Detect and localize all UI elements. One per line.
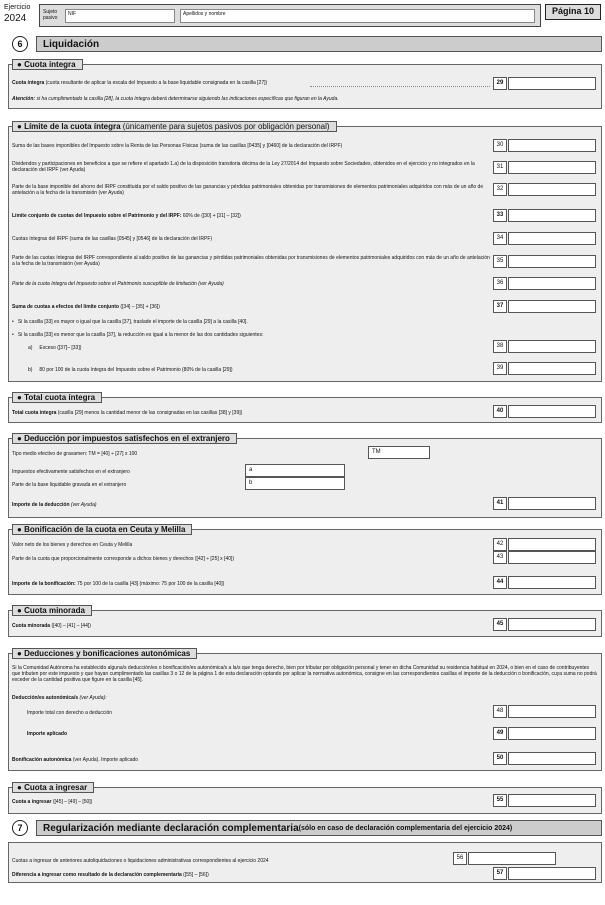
box-number-34: 34	[493, 232, 507, 245]
input-30[interactable]	[508, 139, 596, 152]
box-number-41: 41	[493, 497, 507, 510]
section-number-6: 6	[12, 36, 28, 52]
row-41: Importe de la deducción (ver Ayuda)	[12, 502, 97, 508]
tab-ingresar: ● Cuota a ingresar	[12, 782, 94, 793]
row-44: Importe de la bonificación: 75 por 100 de la casilla [43] (máximo: 75 por 100 de la casilla [40])	[12, 581, 225, 587]
input-57[interactable]	[508, 867, 596, 880]
tab-bonificacion: ● Bonificación de la cuota en Ceuta y Melilla	[12, 524, 192, 535]
autonomicas-intro: Si la Comunidad Autónoma ha establecido alguna/s deducción/es o bonificación/es autonómica/s a la/s que tenga derecho, bien por tributar por obligación personal y tener en dicha Comunidad su residencia habitual en 2024, o bien en el caso de contribuyentes que tributen por este impuesto y que hayan cumplimentado las casillas 3 o 12 de la página 1 de esta declaración optando por aplicar la normativa autonómica, consigne en las correspondientes casillas el importe de la deducción o bonificación, cuya suma no podrá exceder de la cantidad positiva que figure en la casilla [45].	[12, 665, 597, 683]
input-49[interactable]	[508, 727, 596, 740]
sujeto-pasivo-label: Sujeto pasivo	[43, 9, 58, 21]
input-44[interactable]	[508, 576, 596, 589]
row-32: Parte de la base imponible del ahorro del IRPF constituida por el saldo positivo de las ganancias y pérdidas patrimoniales obtenidas por transmisiones de elementos patrimoniales adquiridos con más de un año de antelación a la fecha de la transmisión (ver Ayuda)	[12, 184, 484, 196]
input-39[interactable]	[508, 362, 596, 375]
box-number-49: 49	[493, 727, 507, 740]
row-deducciones-autonomicas: Deducción/es autonómica/s (ver Ayuda):	[12, 695, 107, 701]
box-number-55: 55	[493, 794, 507, 807]
page-number: Página 10	[545, 4, 601, 20]
input-a[interactable]: a	[245, 464, 345, 477]
input-35[interactable]	[508, 255, 596, 268]
input-34[interactable]	[508, 232, 596, 245]
row-37: Suma de cuotas a efectos del límite conjunto ([34] – [35] + [36])	[12, 304, 160, 310]
row-33: Límite conjunto de cuotas del Impuesto sobre el Patrimonio y del IRPF: 60% de ([30] + [31] – [32])	[12, 213, 241, 219]
box-number-32: 32	[493, 183, 507, 196]
input-43[interactable]	[508, 551, 596, 564]
apellidos-field[interactable]: Apellidos y nombre	[180, 9, 535, 23]
tab-cuota-integra: ● Cuota integra	[12, 59, 83, 70]
row-49: Importe aplicado	[27, 731, 68, 737]
row-38: a) Exceso ([37]– [33])	[28, 345, 82, 351]
input-48[interactable]	[508, 705, 596, 718]
box-number-40: 40	[493, 405, 507, 418]
box-number-30: 30	[493, 139, 507, 152]
input-b[interactable]: b	[245, 477, 345, 490]
box-number-38: 38	[493, 340, 507, 353]
row-57: Diferencia a ingresar como resultado de la declaración complementaria ([55] – [56])	[12, 872, 209, 878]
section-title-regularizacion: Regularización mediante declaración complementaria (sólo en caso de declaración complementaria del ejercicio 2024)	[36, 820, 602, 836]
row-30: Suma de las bases imponibles del Impuesto sobre la Renta de las Personas Físicas (suma de las casillas [0435] y [0460] de la declaración del IRPF)	[12, 143, 343, 149]
row-31: Dividendos y participaciones en beneficios a que se refiere el apartado 1.a) de la disposición transitoria décima de la Ley 27/2014 del Impuesto sobre Sociedades, obtenidos en el ejercicio y no integrados en la declaración del IRPF (ver Ayuda)	[12, 161, 475, 173]
section-number-7: 7	[12, 820, 28, 836]
input-42[interactable]	[508, 538, 596, 551]
input-32[interactable]	[508, 183, 596, 196]
tab-total: ● Total cuota íntegra	[12, 392, 102, 403]
row-34: Cuotas íntegras del IRPF (suma de las casillas [0545] y [0546] de la declaración del IRPF)	[12, 236, 213, 242]
box-number-44: 44	[493, 576, 507, 589]
tab-deduccion: ● Deducción por impuestos satisfechos en el extranjero	[12, 433, 237, 444]
leader-dots	[310, 86, 490, 87]
row-43: Parte de la cuota que proporcionalmente corresponde a dichos bienes y derechos ([42] ÷ [25] x [40])	[12, 556, 235, 562]
input-56[interactable]	[468, 852, 556, 865]
row-tm: Tipo medio efectivo de gravamen: TM = [40] ÷ [27] x 100	[12, 451, 138, 457]
box-number-33: 33	[493, 209, 507, 222]
box-number-37: 37	[493, 300, 507, 313]
box-number-39: 39	[493, 362, 507, 375]
section-title-liquidacion: Liquidación	[36, 36, 602, 52]
sujeto-pasivo-box	[39, 4, 541, 27]
input-55[interactable]	[508, 794, 596, 807]
box-number-43: 43	[493, 551, 507, 564]
tab-autonomicas: ● Deducciones y bonificaciones autonómicas	[12, 648, 197, 659]
box-number-29: 29	[493, 77, 507, 90]
tab-minorada: ● Cuota minorada	[12, 605, 92, 616]
ejercicio-year: 2024	[4, 13, 27, 24]
bullet-1: • Si la casilla [33] es mayor o igual que la casilla [37], traslade el importe de la casilla [29] a la casilla [40].	[12, 319, 248, 325]
row-35: Parte de las cuotas íntegras del IRPF correspondiente al saldo positivo de las ganancias y pérdidas patrimoniales obtenidas por transmisiones de elementos patrimoniales adquiridos con más de un año de antelación a la fecha de la transmisión (ver Ayuda)	[12, 255, 490, 267]
input-36[interactable]	[508, 277, 596, 290]
ejercicio-label: Ejercicio	[4, 4, 31, 11]
box-number-57: 57	[493, 867, 507, 880]
input-41[interactable]	[508, 497, 596, 510]
box-number-56: 56	[453, 852, 467, 865]
row-impuestos-extranjero: Impuestos efectivamente satisfechos en el extranjero	[12, 469, 130, 475]
input-40[interactable]	[508, 405, 596, 418]
input-31[interactable]	[508, 161, 596, 174]
box-number-45: 45	[493, 618, 507, 631]
input-45[interactable]	[508, 618, 596, 631]
box-number-31: 31	[493, 161, 507, 174]
row-base-extranjero: Parte de la base liquidable gravada en el extranjero	[12, 482, 127, 488]
tm-field[interactable]: TM	[368, 446, 430, 459]
row-50: Bonificación autonómica (ver Ayuda). Importe aplicado	[12, 757, 139, 763]
input-29[interactable]	[508, 77, 596, 90]
row-55: Cuota a ingresar ([45] – [49] – [50])	[12, 799, 93, 805]
ejercicio-block	[4, 4, 38, 28]
row-39: b) 80 por 100 de la cuota íntegra del Impuesto sobre el Patrimonio (80% de la casilla [29])	[28, 367, 233, 373]
input-38[interactable]	[508, 340, 596, 353]
row-40: Total cuota íntegra (casilla [29] menos la cantidad menor de las consignadas en las casillas [38] y [39])	[12, 410, 243, 416]
input-33[interactable]	[508, 209, 596, 222]
input-37[interactable]	[508, 300, 596, 313]
row-cuota-integra: Cuota íntegra (cuota resultante de aplicar la escala del Impuesto a la base liquidable consignada en la casilla [27])	[12, 80, 268, 86]
box-number-42: 42	[493, 538, 507, 551]
row-56: Cuotas a ingresar de anteriores autoliquidaciones o liquidaciones administrativas correspondientes al ejercicio 2024	[12, 858, 269, 864]
row-36: Parte de la cuota íntegra del Impuesto sobre el Patrimonio susceptible de limitación (ver Ayuda)	[12, 281, 224, 287]
box-number-50: 50	[493, 752, 507, 765]
input-50[interactable]	[508, 752, 596, 765]
bullet-2: • Si la casilla [33] es menor que la casilla [37], la reducción es igual a la menor de las dos cantidades siguientes:	[12, 332, 264, 338]
box-number-48: 48	[493, 705, 507, 718]
row-48: Importe total con derecho a deducción	[27, 710, 113, 716]
box-number-35: 35	[493, 255, 507, 268]
box-number-36: 36	[493, 277, 507, 290]
row-42: Valor neto de los bienes y derechos en Ceuta y Melilla	[12, 542, 133, 548]
nif-field[interactable]: NIF	[65, 9, 175, 23]
row-45: Cuota minorada ([40] – [41] – [44])	[12, 623, 91, 629]
atencion-note: Atención: si ha cumplimentado la casilla [28], la cuota íntegra deberá determinarse siguiendo las indicaciones específicas que figuran en la Ayuda.	[12, 96, 339, 102]
tab-limite: ● Límite de la cuota íntegra (únicamente para sujetos pasivos por obligación personal)	[12, 121, 337, 132]
